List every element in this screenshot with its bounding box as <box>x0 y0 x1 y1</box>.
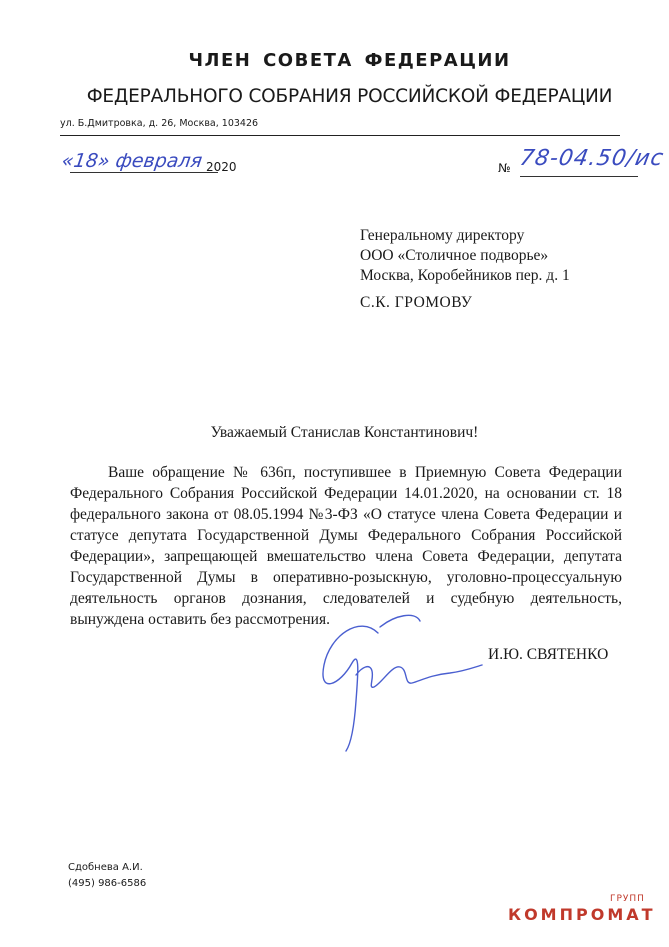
recipient-line-1: Генеральному директору <box>360 227 525 244</box>
recipient-line-3: Москва, Коробейников пер. д. 1 <box>360 267 570 284</box>
executor-block <box>68 860 146 892</box>
number-underline <box>520 176 638 177</box>
executor-name: Сдобнева А.И. <box>68 862 143 873</box>
recipient-line-2: ООО «Столичное подворье» <box>360 247 549 264</box>
handwritten-number: 78-04.50/ис <box>517 146 666 171</box>
handwritten-date: «18» февраля <box>60 150 204 172</box>
date-year: 2020 <box>206 160 237 174</box>
letter-body-paragraph: Ваше обращение № 636п, поступившее в Приемную Совета Федерации Федерального Собрания Российской Федерации 14.01.2020, на основании ст. 18 федерального закона от 08.05.1994 №3-ФЗ «О статусе члена Совета Федерации и статусе депутата Государственной Думы Федерального Собрания Российской Федерации», запрещающей вмешательство члена Совета Федерации, депутата Государственной Думы в оперативно-розыскную, уголовно-процессуальную деятельность органов дознания, следователей и судебную деятельность, вынуждена оставить без рассмотрения. <box>70 464 622 628</box>
signatory-name: И.Ю. СВЯТЕНКО <box>488 646 609 663</box>
executor-phone: (495) 986-6586 <box>68 878 147 889</box>
recipient-block <box>360 226 570 286</box>
date-underline <box>70 172 218 173</box>
recipient-name: С.К. ГРОМОВУ <box>360 294 473 311</box>
sender-address: ул. Б.Дмитровка, д. 26, Москва, 103426 <box>60 118 259 129</box>
header-divider <box>60 135 620 136</box>
watermark-main: КОМПРОМАТ <box>508 905 656 924</box>
header-title: ЧЛЕН СОВЕТА ФЕДЕРАЦИИ <box>188 50 511 71</box>
handwritten-signature <box>300 605 490 755</box>
greeting: Уважаемый Станислав Константинович! <box>210 424 479 441</box>
number-label: № <box>498 161 511 175</box>
header-subtitle: ФЕДЕРАЛЬНОГО СОБРАНИЯ РОССИЙСКОЙ ФЕДЕРАЦИИ <box>86 86 613 107</box>
watermark-small: ГРУПП <box>610 894 645 904</box>
